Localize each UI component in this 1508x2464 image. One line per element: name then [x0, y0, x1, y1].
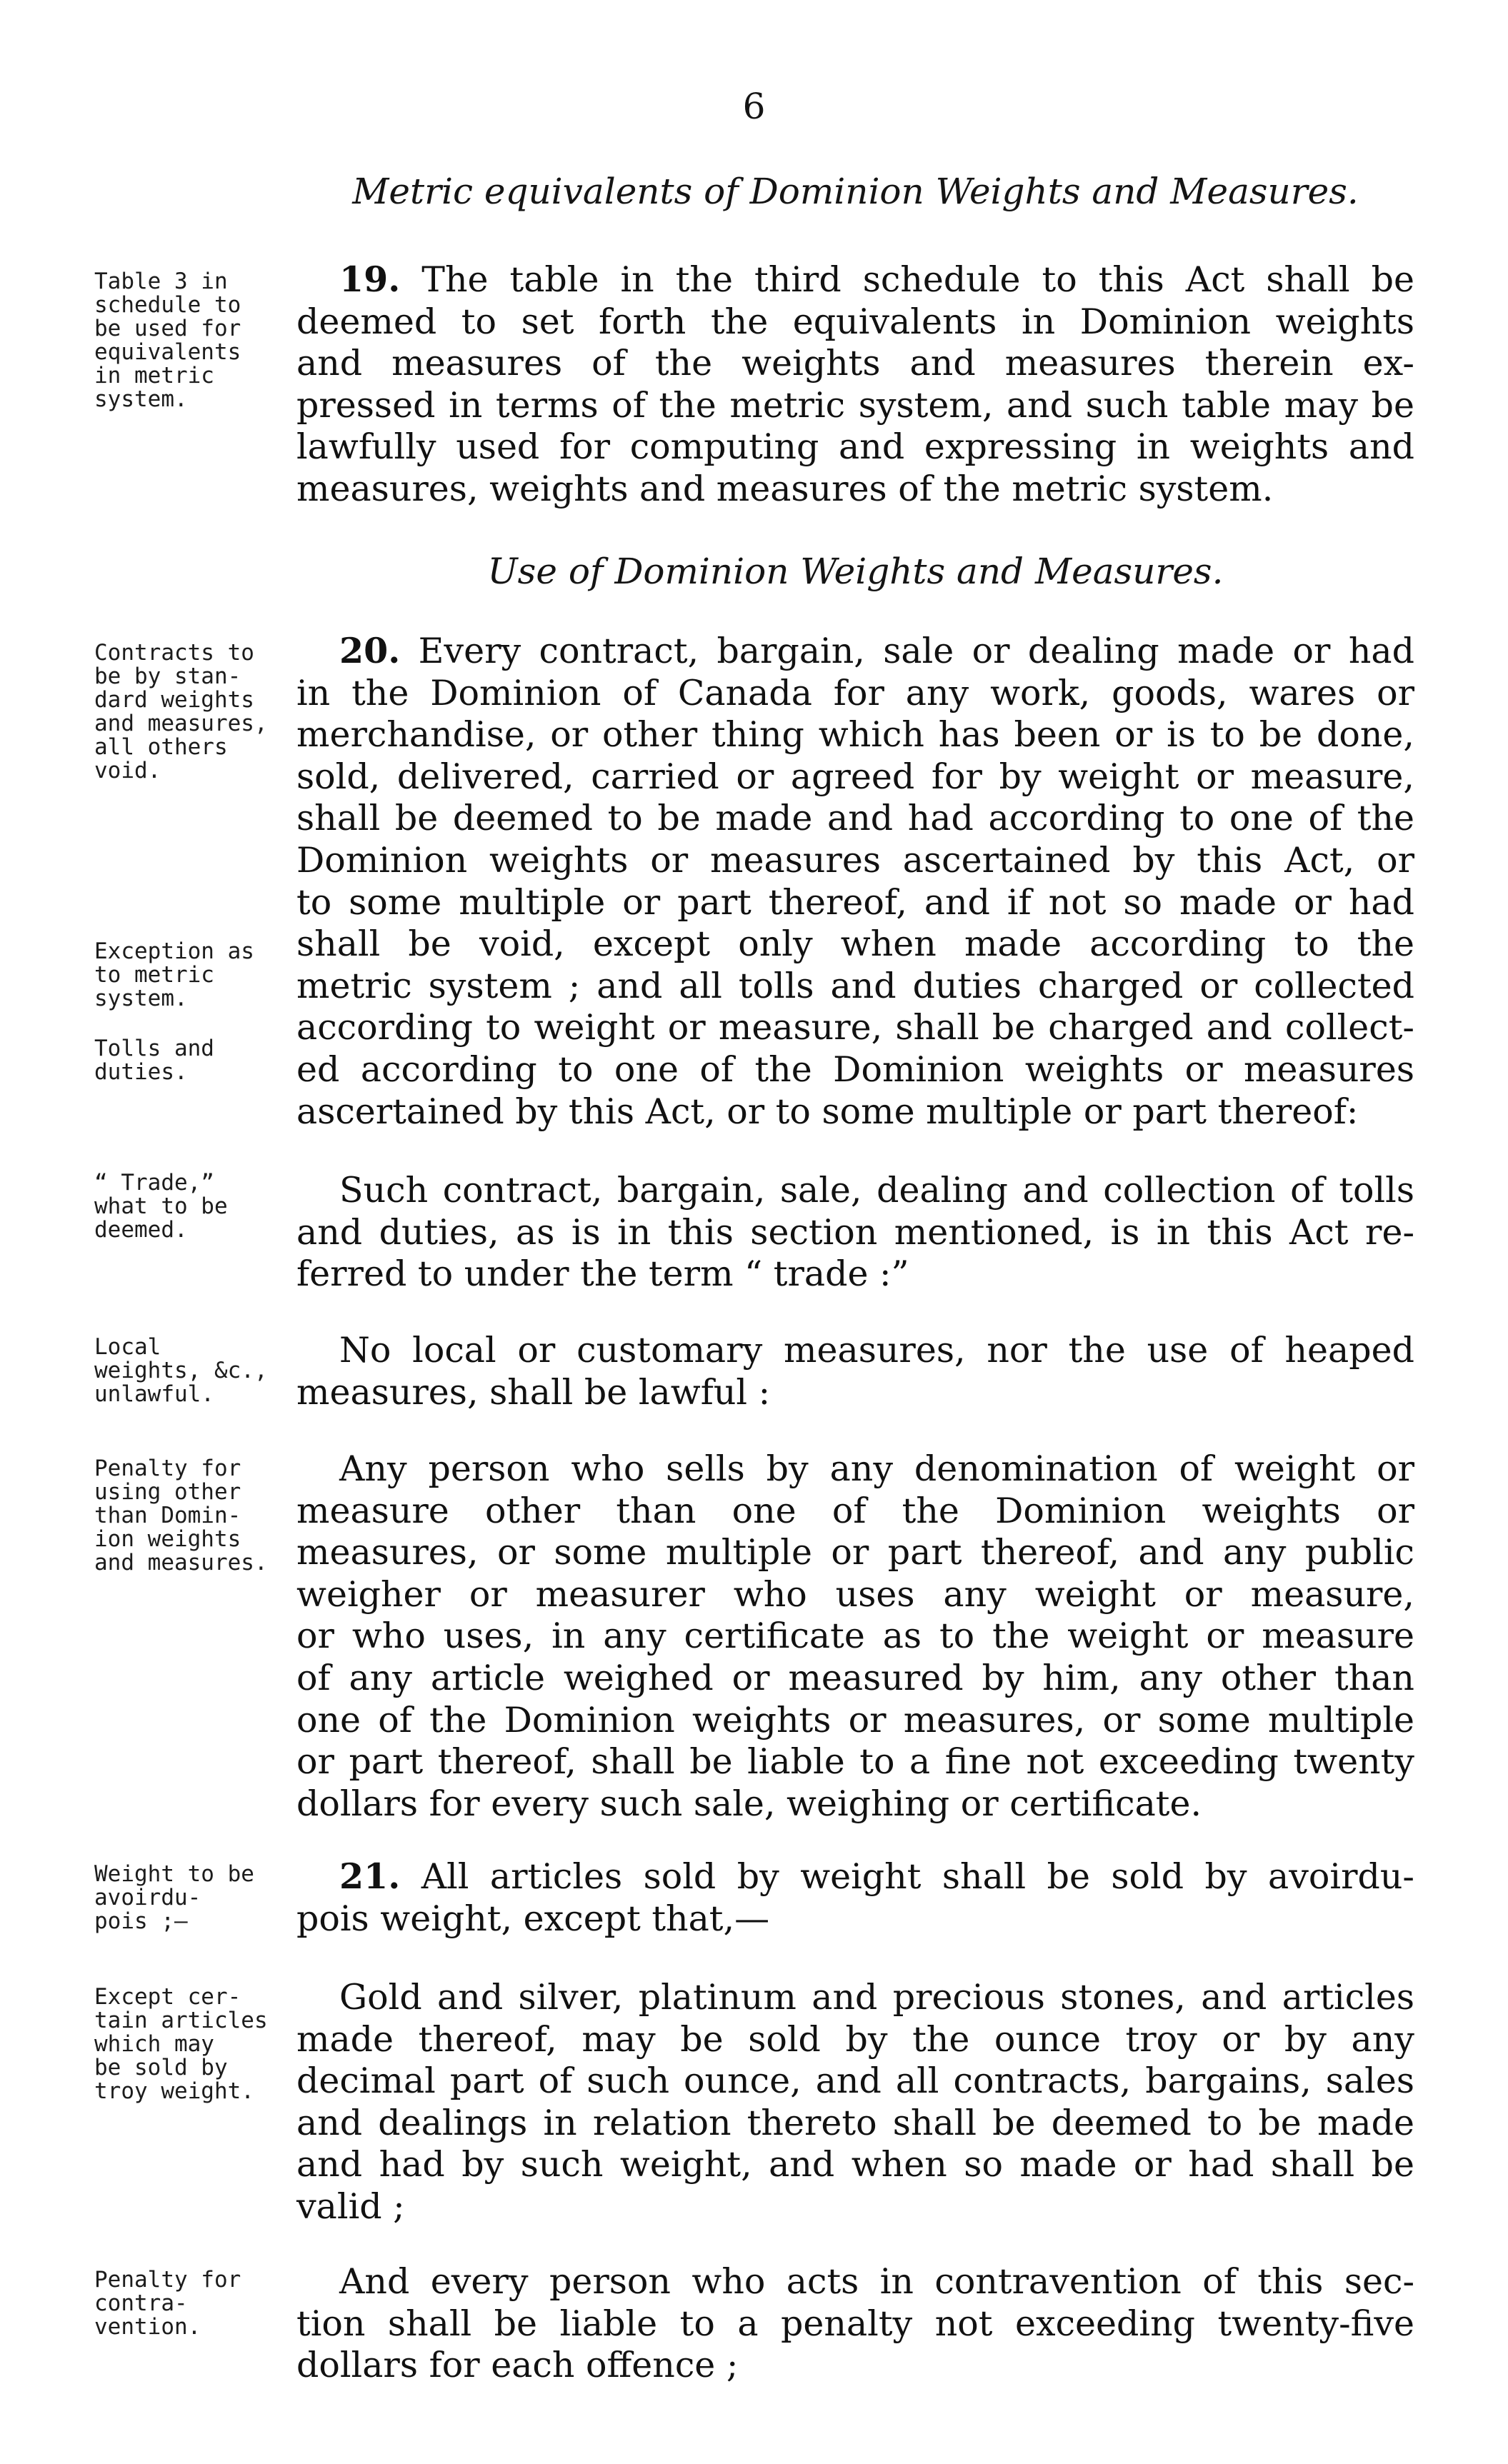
paragraph-line: one of the Dominion weights or measures, or some multiple [296, 1699, 1414, 1741]
margin-note-line: Except cer- [94, 1984, 241, 2010]
section-heading-use: Use of Dominion Weights and Measures. [487, 551, 1224, 592]
margin-note-line: Penalty for [94, 2267, 241, 2293]
margin-note-line: Local [94, 1334, 161, 1360]
margin-note-line: to metric [94, 962, 214, 988]
margin-note-line: deemed. [94, 1217, 188, 1243]
section-21-paragraph [296, 1855, 1414, 1940]
contravention-paragraph [296, 2261, 1414, 2387]
paragraph-line: pressed in terms of the metric system, and such table may be [296, 384, 1414, 426]
margin-note-line: duties. [94, 1059, 188, 1085]
margin-note-line: vention. [94, 2314, 201, 2340]
paragraph-line: Dominion weights or measures ascertained by this Act, or [296, 839, 1414, 881]
section-20-paragraph [296, 630, 1414, 1133]
paragraph-line: of any article weighed or measured by him, any other than [296, 1657, 1414, 1698]
margin-note-table3 [94, 270, 309, 411]
margin-note-penalty-other [94, 1457, 309, 1575]
section-19-paragraph [296, 259, 1414, 511]
margin-note-avoirdupois [94, 1863, 309, 1933]
paragraph-line: And every person who acts in contravention of this sec- [339, 2261, 1414, 2302]
paragraph-line: dollars for each offence ; [296, 2345, 739, 2386]
paragraph-line: merchandise, or other thing which has been or is to be done, [296, 714, 1414, 756]
margin-note-line: troy weight. [94, 2078, 254, 2104]
margin-note-line: which may [94, 2031, 214, 2057]
margin-note-line: void. [94, 758, 161, 783]
paragraph-line: or who uses, in any certificate as to the weight or measure [296, 1616, 1414, 1657]
margin-note-line: unlawful. [94, 1381, 214, 1407]
margin-note-line: what to be [94, 1193, 228, 1219]
margin-note-line: dard weights [94, 687, 254, 713]
paragraph-line: Gold and silver, platinum and precious stones, and articles [339, 1977, 1414, 2018]
section-number: 20. [339, 630, 401, 671]
paragraph-line: sold, delivered, carried or agreed for by weight or measure, [296, 756, 1414, 797]
margin-note-line: be sold by [94, 2055, 228, 2080]
margin-note-line: equivalents [94, 339, 241, 365]
margin-note-line: weights, &c., [94, 1358, 268, 1383]
paragraph-line: or part thereof, shall be liable to a fine not exceeding twenty [296, 1741, 1414, 1783]
paragraph-line: to some multiple or part thereof, and if not so made or had [296, 881, 1414, 923]
section-number: 19. [339, 259, 401, 300]
margin-note-line: Penalty for [94, 1456, 241, 1481]
paragraph-line: and duties, as is in this section mentioned, is in this Act re- [296, 1211, 1414, 1253]
trade-paragraph [296, 1170, 1414, 1296]
margin-note-line: pois ;— [94, 1908, 188, 1934]
margin-note-line: than Domin- [94, 1503, 241, 1528]
paragraph-line: No local or customary measures, nor the use of heaped [339, 1330, 1414, 1371]
penalty-paragraph [296, 1448, 1414, 1825]
margin-note-line: system. [94, 986, 188, 1011]
section-heading-metric-equivalents: Metric equivalents of Dominion Weights and Measures. [352, 171, 1359, 212]
local-measures-paragraph [296, 1330, 1414, 1413]
paragraph-line: measures, shall be lawful : [296, 1371, 771, 1413]
paragraph-line: 21. All articles sold by weight shall be sold by avoirdu- [339, 1855, 1414, 1897]
margin-note-line: using other [94, 1479, 241, 1505]
paragraph-line: measure other than one of the Dominion weights or [296, 1490, 1414, 1531]
paragraph-line: decimal part of such ounce, and all contracts, bargains, sales [296, 2060, 1414, 2102]
margin-note-line: and measures, [94, 711, 268, 736]
paragraph-line: according to weight or measure, shall be charged and collect- [296, 1007, 1414, 1048]
paragraph-line: and measures of the weights and measures therein ex- [296, 343, 1414, 384]
paragraph-line: ferred to under the term “ trade :” [296, 1253, 909, 1295]
paragraph-line: valid ; [296, 2185, 405, 2227]
margin-note-line: Contracts to [94, 640, 254, 666]
paragraph-line: Any person who sells by any denomination of weight or [339, 1448, 1414, 1489]
margin-note-line: contra- [94, 2290, 188, 2316]
margin-note-line: tain articles [94, 2008, 268, 2033]
paragraph-line: and dealings in relation thereto shall be deemed to be made [296, 2102, 1414, 2143]
margin-note-line: Table 3 in [94, 269, 228, 294]
paragraph-line: shall be deemed to be made and had according to one of the [296, 798, 1414, 839]
margin-note-exception [94, 940, 309, 1011]
margin-note-line: ion weights [94, 1526, 241, 1552]
margin-note-trade [94, 1171, 309, 1242]
margin-note-line: Exception as [94, 938, 254, 964]
margin-note-line: schedule to [94, 292, 241, 318]
paragraph-line: made thereof, may be sold by the ounce troy or by any [296, 2018, 1414, 2060]
margin-note-local [94, 1336, 309, 1406]
margin-note-line: avoirdu- [94, 1885, 201, 1910]
troy-weight-paragraph [296, 1977, 1414, 2228]
paragraph-line: 20. Every contract, bargain, sale or dealing made or had [339, 630, 1414, 671]
paragraph-line: in the Dominion of Canada for any work, goods, wares or [296, 672, 1414, 713]
paragraph-line: 19. The table in the third schedule to this Act shall be [339, 259, 1414, 300]
paragraph-line: weigher or measurer who uses any weight or measure, [296, 1573, 1414, 1615]
paragraph-line: metric system ; and all tolls and duties charged or collected [296, 965, 1414, 1006]
margin-note-line: in metric [94, 363, 214, 389]
paragraph-line: ed according to one of the Dominion weights or measures [296, 1048, 1414, 1090]
paragraph-line: and had by such weight, and when so made or had shall be [296, 2144, 1414, 2185]
margin-note-contracts [94, 641, 309, 783]
paragraph-line: dollars for every such sale, weighing or certificate. [296, 1783, 1202, 1824]
margin-note-line: be by stan- [94, 663, 241, 689]
margin-note-penalty-contravention [94, 2268, 309, 2339]
margin-note-troy [94, 1985, 309, 2103]
section-number: 21. [339, 1855, 401, 1897]
margin-note-line: Weight to be [94, 1861, 254, 1887]
paragraph-line: Such contract, bargain, sale, dealing and collection of tolls [339, 1170, 1414, 1211]
paragraph-line: measures, or some multiple or part thereof, and any public [296, 1532, 1414, 1573]
paragraph-line: shall be void, except only when made according to the [296, 923, 1414, 965]
paragraph-line: lawfully used for computing and expressing in weights and [296, 426, 1414, 468]
margin-note-line: Tolls and [94, 1036, 214, 1061]
margin-note-line: all others [94, 734, 228, 760]
margin-note-tolls [94, 1037, 309, 1084]
margin-note-line: system. [94, 386, 188, 412]
margin-note-line: be used for [94, 316, 241, 341]
paragraph-line: pois weight, except that,— [296, 1898, 770, 1939]
margin-note-line: “ Trade,” [94, 1170, 214, 1196]
paragraph-line: ascertained by this Act, or to some multiple or part thereof: [296, 1091, 1359, 1132]
paragraph-line: tion shall be liable to a penalty not exceeding twenty-five [296, 2303, 1414, 2344]
page-number: 6 [742, 86, 766, 127]
paragraph-line: deemed to set forth the equivalents in Dominion weights [296, 301, 1414, 342]
margin-note-line: and measures. [94, 1550, 268, 1576]
paragraph-line: measures, weights and measures of the metric system. [296, 468, 1274, 509]
